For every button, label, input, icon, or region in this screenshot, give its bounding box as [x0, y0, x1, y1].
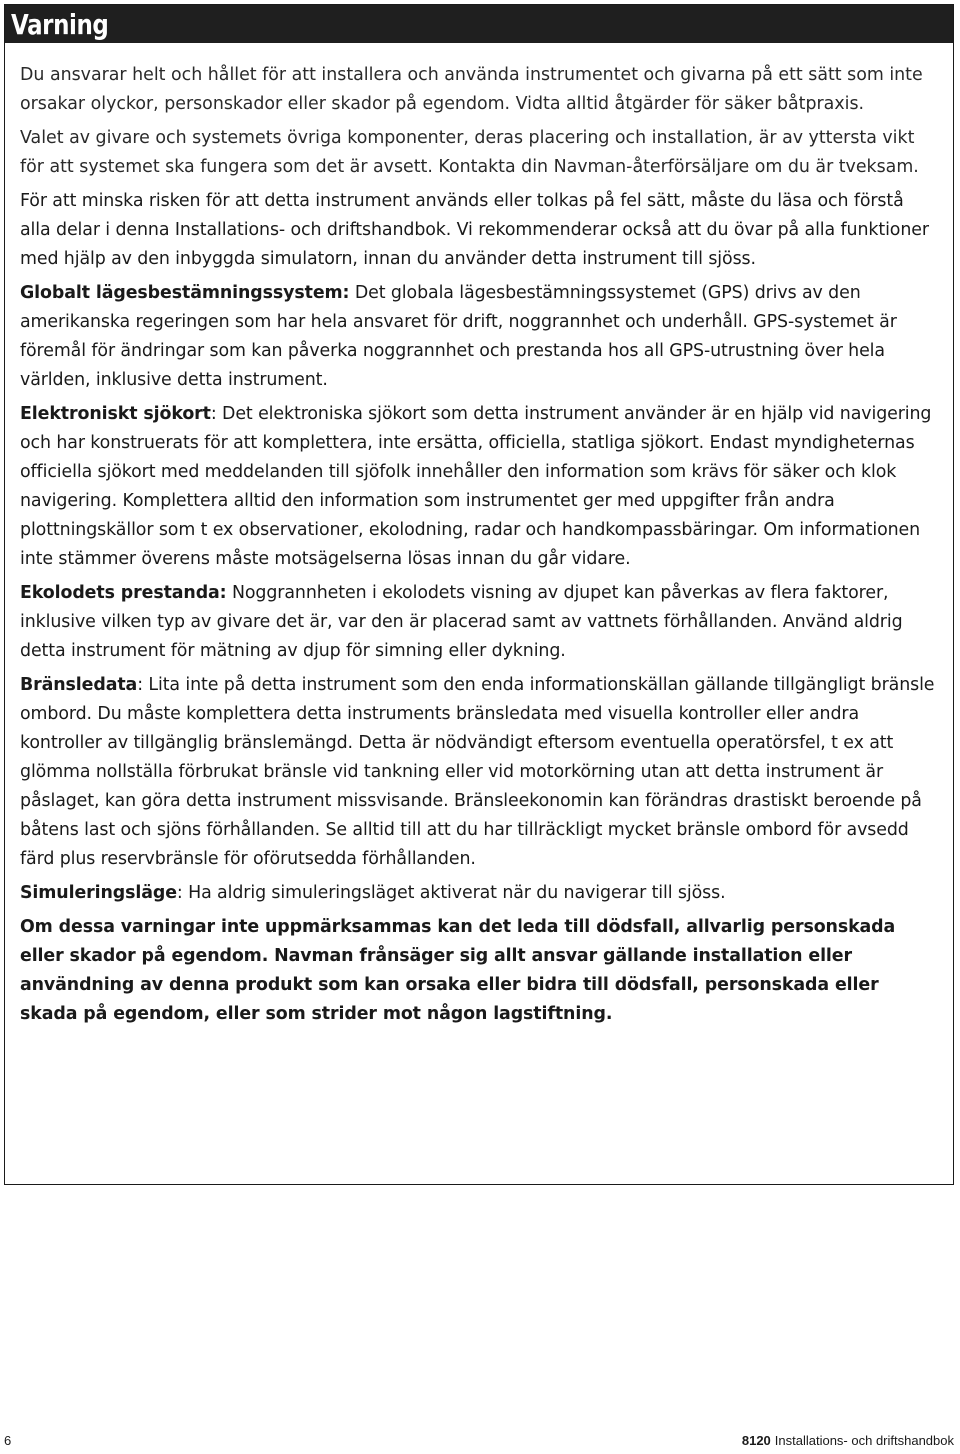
warning-paragraph-responsibility: Du ansvarar helt och hållet för att installera och använda instrumentet och givarna på ett sätt som inte orsakar olyckor, personskador eller skador på egendom. Vidta alltid åtgärder för säker båtpraxis. — [20, 65, 923, 114]
warning-paragraph-gps — [20, 279, 939, 395]
warning-paragraph-transducer: Valet av givare och systemets övriga komponenter, deras placering och installation, är av yttersta vikt för att systemet ska fungera som det är avsett. Kontakta din Navman-återförsäljare om du är tveksam. — [20, 128, 919, 177]
warning-paragraph-sounder — [20, 579, 939, 666]
footer-title — [742, 1433, 954, 1448]
warning-body — [5, 43, 953, 1029]
gps-text: Det globala lägesbestämningssystemet (GPS) drivs av den amerikanska regeringen som har hela ansvaret för drift, noggrannhet och underhåll. GPS-systemet är föremål för ändringar som kan påverka noggrannhet och prestanda hos all GPS-utrustning över hela världen, inklusive detta instrument. — [20, 283, 897, 390]
sounder-text: Noggrannheten i ekolodets visning av djupet kan påverkas av flera faktorer, inklusive vilken typ av givare det är, var den är placerad samt av vattnets förhållanden. Använd aldrig detta instrument för mätning av djup för simning eller dykning. — [20, 583, 903, 661]
fuel-heading: Bränsledata — [20, 675, 138, 695]
fuel-text: : Lita inte på detta instrument som den enda informationskällan gällande tillgängligt bränsle ombord. Du måste komplettera detta instruments bränsledata med visuella kontroller eller andra kontroller av tillgänglig bränslemängd. Detta är nödvändigt eftersom eventuella operatörsfel, t ex att glömma nollställa förbrukat bränsle vid tankning eller vid motorkörning utan att detta instrument är påslaget, kan göra detta instrument missvisande. Bränsleekonomin kan förändras drastiskt beroende på båtens last och sjöns förhållanden. Se alltid till att du har tillräckligt mycket bränsle ombord för avsedd färd plus reservbränsle för oförutsedda förhållanden. — [20, 675, 935, 869]
warning-paragraph-simulation — [20, 879, 939, 908]
warning-title: Varning — [11, 7, 109, 41]
chart-text: : Det elektroniska sjökort som detta instrument använder är en hjälp vid navigering och har konstruerats för att komplettera, inte ersätta, officiella, statliga sjökort. Endast myndigheternas officiella sjökort med meddelanden till sjöfolk innehåller den information som krävs för säker och klok navigering. Komplettera alltid den information som instrumentet ger med uppgifter från andra plottningskällor som t ex observationer, ekolodning, radar och handkompassbäringar. Om informationen inte stämmer överens måste motsägelserna lösas innan du går vidare. — [20, 404, 932, 569]
warning-header — [5, 5, 953, 43]
warning-paragraph-fuel — [20, 671, 939, 874]
simulation-heading: Simuleringsläge — [20, 883, 177, 903]
simulation-text: : Ha aldrig simuleringsläget aktiverat när du navigerar till sjöss. — [176, 883, 726, 903]
warning-box — [4, 4, 954, 1185]
page-number: 6 — [4, 1433, 12, 1448]
sounder-heading: Ekolodets prestanda: — [20, 583, 227, 603]
warning-paragraph-chart — [20, 400, 939, 574]
footer-manual-title: Installations- och driftshandbok — [774, 1433, 954, 1448]
chart-heading: Elektroniskt sjökort — [20, 404, 211, 424]
footer-model: 8120 — [741, 1433, 771, 1448]
warning-paragraph-manual: För att minska risken för att detta instrument används eller tolkas på fel sätt, måste du läsa och förstå alla delar i denna Installations- och driftshandbok. Vi rekommenderar också att du övar på alla funktioner med hjälp av den inbyggda simulatorn, innan du använder detta instrument till sjöss. — [20, 191, 929, 269]
gps-heading: Globalt lägesbestämningssystem: — [20, 283, 350, 303]
warning-paragraph-disclaimer: Om dessa varningar inte uppmärksammas kan det leda till dödsfall, allvarlig personskada eller skador på egendom. Navman frånsäger sig allt ansvar gällande installation eller användning av denna produkt som kan orsaka eller bidra till dödsfall, personskada eller skada på egendom, eller som strider mot någon lagstiftning. — [20, 917, 896, 1024]
